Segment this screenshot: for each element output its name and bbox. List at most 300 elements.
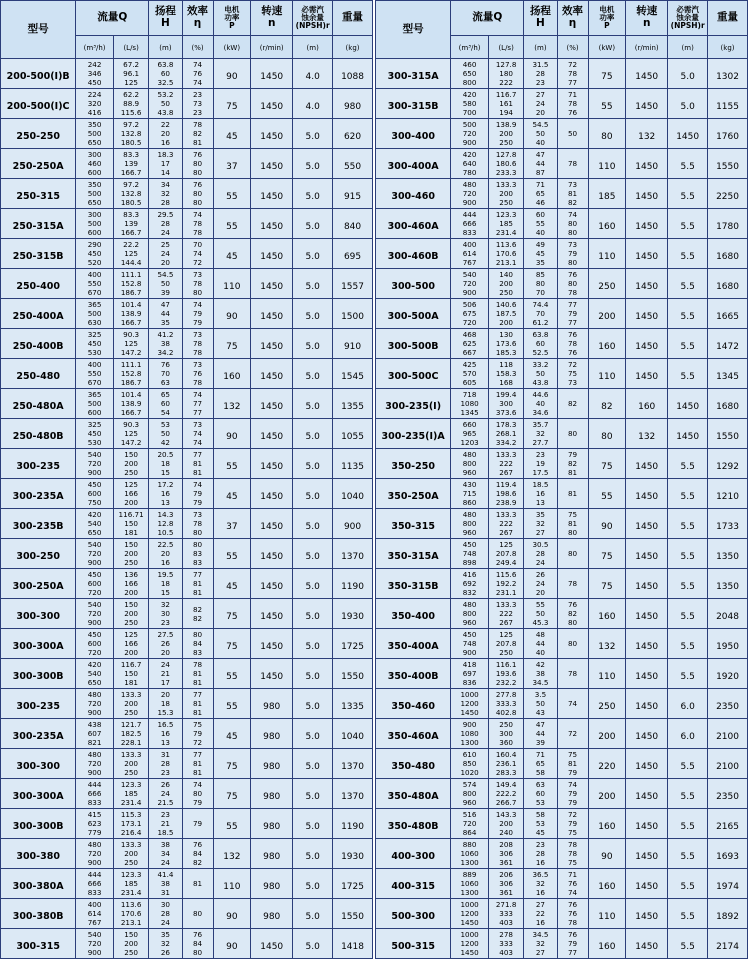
cell-weight: 1680 xyxy=(708,389,748,419)
cell-flow-ls: 115.6 192.2 231.1 xyxy=(488,569,523,599)
cell-power: 90 xyxy=(213,419,251,449)
cell-head: 22.5 20 16 xyxy=(149,539,182,569)
col-model-right: 型号 xyxy=(376,1,451,59)
cell-speed: 1450 xyxy=(626,299,668,329)
unit-flow-ls-left: (L/s) xyxy=(113,36,148,59)
cell-npsh: 5.5 xyxy=(668,299,708,329)
cell-npsh: 5.5 xyxy=(668,329,708,359)
cell-speed: 1450 xyxy=(626,749,668,779)
cell-flow-ls: 277.8 333.3 402.8 xyxy=(488,689,523,719)
cell-flow-ls: 143.3 200 240 xyxy=(488,809,523,839)
cell-model: 300-460 xyxy=(376,179,451,209)
cell-speed: 1450 xyxy=(626,59,668,89)
cell-flow-ls: 113.6 170.6 213.1 xyxy=(488,239,523,269)
cell-npsh: 5.0 xyxy=(668,59,708,89)
cell-efficiency: 76 84 80 xyxy=(182,929,213,959)
cell-flow-ls: 22.2 125 144.4 xyxy=(113,239,148,269)
cell-npsh: 5.5 xyxy=(668,599,708,629)
cell-flow-ls: 199.4 300 373.6 xyxy=(488,389,523,419)
cell-speed: 980 xyxy=(251,809,293,839)
cell-flow-ls: 83.3 139 166.7 xyxy=(113,209,148,239)
cell-flow-ls: 90.3 125 147.2 xyxy=(113,419,148,449)
cell-head: 65 60 54 xyxy=(149,389,182,419)
cell-weight: 1760 xyxy=(708,119,748,149)
cell-efficiency: 76 80 80 xyxy=(182,179,213,209)
cell-speed: 1450 xyxy=(626,329,668,359)
cell-model: 250-315A xyxy=(1,209,76,239)
unit-flow-m3h-right: (m³/h) xyxy=(451,36,489,59)
table-row xyxy=(376,779,748,809)
cell-power: 250 xyxy=(588,689,626,719)
cell-head: 76 70 63 xyxy=(149,359,182,389)
table-row xyxy=(376,479,748,509)
table-row xyxy=(376,239,748,269)
cell-efficiency: 80 xyxy=(182,899,213,929)
cell-head: 26 24 20 xyxy=(524,569,557,599)
cell-speed: 1450 xyxy=(251,299,293,329)
cell-model: 300-460A xyxy=(376,209,451,239)
cell-power: 75 xyxy=(213,629,251,659)
table-row xyxy=(1,869,373,899)
cell-flow-ls: 140 200 250 xyxy=(488,269,523,299)
cell-flow-m3h: 460 650 800 xyxy=(451,59,489,89)
table-row xyxy=(376,89,748,119)
cell-flow-m3h: 365 500 600 xyxy=(76,389,114,419)
cell-weight: 550 xyxy=(333,149,373,179)
cell-flow-m3h: 444 666 833 xyxy=(76,779,114,809)
table-row xyxy=(376,419,748,449)
cell-speed: 1450 xyxy=(626,899,668,929)
cell-efficiency: 73 76 78 xyxy=(182,359,213,389)
table-row xyxy=(376,929,748,959)
col-weight-right: 重量 xyxy=(708,1,748,36)
cell-flow-ls: 278 333 403 xyxy=(488,929,523,959)
cell-speed: 1450 xyxy=(251,599,293,629)
cell-efficiency: 77 81 81 xyxy=(182,749,213,779)
cell-head: 20 18 15.3 xyxy=(149,689,182,719)
cell-speed: 980 xyxy=(251,689,293,719)
cell-efficiency: 81 xyxy=(557,479,588,509)
cell-speed: 980 xyxy=(251,869,293,899)
cell-flow-m3h: 400 614 767 xyxy=(76,899,114,929)
cell-head: 30 28 24 xyxy=(149,899,182,929)
cell-npsh: 5.0 xyxy=(293,149,333,179)
cell-flow-m3h: 540 720 900 xyxy=(76,449,114,479)
col-npsh-left: 必需汽 蚀余量 (NPSH)r xyxy=(293,1,333,36)
cell-npsh: 5.0 xyxy=(293,869,333,899)
cell-flow-m3h: 350 500 650 xyxy=(76,119,114,149)
cell-npsh: 5.0 xyxy=(293,239,333,269)
cell-efficiency: 73 74 74 xyxy=(182,419,213,449)
cell-flow-ls: 150 200 250 xyxy=(113,929,148,959)
cell-flow-ls: 130 173.6 185.3 xyxy=(488,329,523,359)
cell-flow-ls: 67.2 96.1 125 xyxy=(113,59,148,89)
table-row xyxy=(1,329,373,359)
cell-npsh: 5.0 xyxy=(293,839,333,869)
cell-power: 55 xyxy=(213,179,251,209)
cell-flow-m3h: 425 570 605 xyxy=(451,359,489,389)
cell-head: 63 60 53 xyxy=(524,779,557,809)
table-row xyxy=(376,209,748,239)
cell-power: 110 xyxy=(588,149,626,179)
cell-npsh: 5.0 xyxy=(293,569,333,599)
cell-power: 220 xyxy=(588,749,626,779)
cell-speed: 1450 xyxy=(626,839,668,869)
col-npsh-right: 必需汽 蚀余量 (NPSH)r xyxy=(668,1,708,36)
cell-head: 16.5 16 13 xyxy=(149,719,182,749)
cell-efficiency: 78 82 81 xyxy=(182,119,213,149)
cell-efficiency: 80 xyxy=(557,539,588,569)
cell-npsh: 5.5 xyxy=(668,749,708,779)
cell-speed: 1450 xyxy=(251,539,293,569)
cell-speed: 1450 xyxy=(251,239,293,269)
table-row xyxy=(376,809,748,839)
cell-power: 90 xyxy=(213,299,251,329)
cell-model: 300-235B xyxy=(1,509,76,539)
cell-npsh: 5.0 xyxy=(293,179,333,209)
cell-weight: 980 xyxy=(333,89,373,119)
cell-weight: 2100 xyxy=(708,749,748,779)
cell-weight: 1302 xyxy=(708,59,748,89)
cell-efficiency: 80 83 83 xyxy=(182,539,213,569)
cell-npsh: 5.0 xyxy=(293,449,333,479)
cell-power: 45 xyxy=(213,119,251,149)
table-row xyxy=(376,269,748,299)
cell-model: 300-300A xyxy=(1,779,76,809)
cell-model: 250-400 xyxy=(1,269,76,299)
cell-efficiency: 75 81 80 xyxy=(557,509,588,539)
cell-efficiency: 71 76 74 xyxy=(557,869,588,899)
cell-speed: 1450 xyxy=(251,449,293,479)
cell-efficiency: 73 78 78 xyxy=(182,329,213,359)
cell-flow-ls: 150 200 250 xyxy=(113,539,148,569)
cell-flow-m3h: 1000 1200 1450 xyxy=(451,689,489,719)
cell-npsh: 5.5 xyxy=(668,779,708,809)
cell-npsh: 5.5 xyxy=(668,929,708,959)
cell-npsh: 6.0 xyxy=(668,719,708,749)
cell-model: 200-500(I)C xyxy=(1,89,76,119)
cell-weight: 1693 xyxy=(708,839,748,869)
table-row xyxy=(376,509,748,539)
cell-head: 71 65 46 xyxy=(524,179,557,209)
cell-speed: 1450 xyxy=(251,269,293,299)
cell-flow-m3h: 420 540 650 xyxy=(76,659,114,689)
table-row xyxy=(1,239,373,269)
cell-weight: 1292 xyxy=(708,449,748,479)
cell-efficiency: 74 80 80 xyxy=(557,209,588,239)
cell-head: 31 28 23 xyxy=(149,749,182,779)
cell-power: 55 xyxy=(213,449,251,479)
cell-speed: 980 xyxy=(251,719,293,749)
cell-flow-ls: 123.3 185 231.4 xyxy=(488,209,523,239)
unit-speed-left: (r/min) xyxy=(251,36,293,59)
cell-model: 350-400 xyxy=(376,599,451,629)
cell-efficiency: 74 79 79 xyxy=(182,299,213,329)
cell-speed: 1450 xyxy=(626,479,668,509)
cell-weight: 2350 xyxy=(708,689,748,719)
cell-weight: 1920 xyxy=(708,659,748,689)
cell-npsh: 5.5 xyxy=(668,899,708,929)
cell-power: 55 xyxy=(588,89,626,119)
cell-flow-ls: 150 200 250 xyxy=(113,599,148,629)
cell-npsh: 5.0 xyxy=(293,809,333,839)
cell-flow-m3h: 415 623 779 xyxy=(76,809,114,839)
table-row xyxy=(1,209,373,239)
cell-head: 74.4 70 61.2 xyxy=(524,299,557,329)
cell-weight: 1418 xyxy=(333,929,373,959)
cell-efficiency: 73 78 80 xyxy=(182,269,213,299)
cell-head: 35 32 26 xyxy=(149,929,182,959)
cell-speed: 1450 xyxy=(251,659,293,689)
cell-efficiency: 50 xyxy=(557,119,588,149)
cell-model: 300-235A xyxy=(1,719,76,749)
cell-npsh: 1450 xyxy=(668,419,708,449)
cell-power: 75 xyxy=(213,779,251,809)
cell-flow-ls: 178.3 268.1 334.2 xyxy=(488,419,523,449)
cell-efficiency: 77 81 81 xyxy=(182,689,213,719)
cell-head: 33.2 50 43.8 xyxy=(524,359,557,389)
cell-flow-ls: 206 306 361 xyxy=(488,869,523,899)
table-row xyxy=(1,569,373,599)
cell-model: 300-250A xyxy=(1,569,76,599)
cell-power: 200 xyxy=(588,719,626,749)
table-row xyxy=(1,599,373,629)
cell-head: 19.5 18 15 xyxy=(149,569,182,599)
col-eff-left: 效率 η xyxy=(182,1,213,36)
cell-weight: 1500 xyxy=(333,299,373,329)
cell-head: 42 38 34.5 xyxy=(524,659,557,689)
cell-flow-m3h: 350 500 650 xyxy=(76,179,114,209)
cell-weight: 1725 xyxy=(333,869,373,899)
cell-flow-ls: 119.4 198.6 238.9 xyxy=(488,479,523,509)
cell-npsh: 5.0 xyxy=(293,599,333,629)
cell-power: 75 xyxy=(588,539,626,569)
cell-efficiency: 72 79 75 xyxy=(557,809,588,839)
cell-flow-m3h: 365 500 630 xyxy=(76,299,114,329)
cell-flow-m3h: 444 666 833 xyxy=(451,209,489,239)
cell-power: 75 xyxy=(213,749,251,779)
table-row xyxy=(376,689,748,719)
cell-flow-ls: 208 306 361 xyxy=(488,839,523,869)
cell-model: 300-235(I) xyxy=(376,389,451,419)
cell-speed: 1450 xyxy=(626,659,668,689)
cell-flow-m3h: 400 550 670 xyxy=(76,359,114,389)
cell-speed: 1450 xyxy=(626,869,668,899)
cell-power: 160 xyxy=(588,869,626,899)
cell-efficiency: 71 78 76 xyxy=(557,89,588,119)
table-row xyxy=(376,569,748,599)
cell-model: 250-315 xyxy=(1,179,76,209)
cell-weight: 695 xyxy=(333,239,373,269)
cell-flow-ls: 140.6 187.5 200 xyxy=(488,299,523,329)
table-row xyxy=(1,299,373,329)
cell-model: 300-500 xyxy=(376,269,451,299)
cell-flow-m3h: 900 1080 1300 xyxy=(451,719,489,749)
cell-model: 350-250 xyxy=(376,449,451,479)
cell-weight: 1472 xyxy=(708,329,748,359)
cell-head: 53.2 50 43.8 xyxy=(149,89,182,119)
col-speed-right: 转速 n xyxy=(626,1,668,36)
cell-head: 3.5 50 43 xyxy=(524,689,557,719)
cell-npsh: 5.0 xyxy=(293,779,333,809)
cell-weight: 620 xyxy=(333,119,373,149)
cell-model: 300-300 xyxy=(1,749,76,779)
cell-model: 350-480 xyxy=(376,749,451,779)
cell-speed: 1450 xyxy=(251,359,293,389)
cell-efficiency: 80 84 83 xyxy=(182,629,213,659)
cell-flow-ls: 150 200 250 xyxy=(113,449,148,479)
table-row xyxy=(376,119,748,149)
cell-npsh: 5.0 xyxy=(293,509,333,539)
cell-speed: 1450 xyxy=(626,509,668,539)
cell-model: 350-480B xyxy=(376,809,451,839)
cell-flow-m3h: 480 800 960 xyxy=(451,509,489,539)
cell-flow-m3h: 540 720 900 xyxy=(76,599,114,629)
cell-weight: 1550 xyxy=(708,149,748,179)
cell-efficiency: 78 xyxy=(557,149,588,179)
table-row xyxy=(376,629,748,659)
cell-model: 350-315A xyxy=(376,539,451,569)
pump-table-left xyxy=(0,0,373,959)
cell-speed: 1450 xyxy=(251,629,293,659)
cell-flow-ls: 97.2 132.8 180.5 xyxy=(113,179,148,209)
cell-head: 23 28 16 xyxy=(524,839,557,869)
pump-table-right xyxy=(375,0,748,959)
cell-flow-m3h: 880 1060 1300 xyxy=(451,839,489,869)
table-row xyxy=(1,719,373,749)
cell-weight: 1088 xyxy=(333,59,373,89)
cell-speed: 1450 xyxy=(626,809,668,839)
cell-npsh: 5.0 xyxy=(293,689,333,719)
cell-flow-m3h: 325 450 530 xyxy=(76,419,114,449)
cell-model: 500-300 xyxy=(376,899,451,929)
cell-flow-ls: 111.1 152.8 186.7 xyxy=(113,359,148,389)
cell-speed: 1450 xyxy=(251,479,293,509)
cell-speed: 1450 xyxy=(626,569,668,599)
cell-efficiency: 72 78 77 xyxy=(557,59,588,89)
col-weight-left: 重量 xyxy=(333,1,373,36)
cell-head: 44.6 40 34.6 xyxy=(524,389,557,419)
cell-weight: 1557 xyxy=(333,269,373,299)
cell-speed: 1450 xyxy=(626,359,668,389)
cell-power: 90 xyxy=(213,59,251,89)
cell-head: 85 80 70 xyxy=(524,269,557,299)
cell-flow-ls: 116.71 150 181 xyxy=(113,509,148,539)
cell-weight: 1780 xyxy=(708,209,748,239)
cell-npsh: 5.5 xyxy=(668,239,708,269)
cell-flow-m3h: 1000 1200 1450 xyxy=(451,929,489,959)
cell-efficiency: 76 82 80 xyxy=(557,599,588,629)
cell-model: 300-500B xyxy=(376,329,451,359)
cell-flow-m3h: 718 1080 1345 xyxy=(451,389,489,419)
cell-speed: 1450 xyxy=(251,389,293,419)
cell-model: 250-315B xyxy=(1,239,76,269)
cell-model: 300-300B xyxy=(1,659,76,689)
cell-flow-ls: 62.2 88.9 115.6 xyxy=(113,89,148,119)
cell-flow-m3h: 400 550 670 xyxy=(76,269,114,299)
cell-flow-ls: 138.9 200 250 xyxy=(488,119,523,149)
cell-flow-m3h: 480 800 960 xyxy=(451,599,489,629)
cell-power: 90 xyxy=(588,509,626,539)
cell-speed: 1450 xyxy=(626,239,668,269)
cell-flow-ls: 133.3 222 267 xyxy=(488,599,523,629)
cell-npsh: 5.0 xyxy=(293,929,333,959)
table-row xyxy=(1,509,373,539)
table-row xyxy=(1,809,373,839)
cell-flow-ls: 123.3 185 231.4 xyxy=(113,869,148,899)
cell-power: 110 xyxy=(588,239,626,269)
cell-model: 350-315 xyxy=(376,509,451,539)
table-row xyxy=(376,449,748,479)
cell-speed: 160 xyxy=(626,389,668,419)
cell-efficiency: 77 81 81 xyxy=(182,449,213,479)
cell-flow-ls: 127.8 180 222 xyxy=(488,59,523,89)
cell-weight: 1680 xyxy=(708,269,748,299)
cell-head: 24 21 17 xyxy=(149,659,182,689)
table-row xyxy=(1,359,373,389)
cell-efficiency: 78 81 81 xyxy=(182,659,213,689)
cell-model: 250-480A xyxy=(1,389,76,419)
cell-speed: 1450 xyxy=(626,719,668,749)
unit-head-left: (m) xyxy=(149,36,182,59)
cell-flow-m3h: 400 614 767 xyxy=(451,239,489,269)
cell-efficiency: 70 74 72 xyxy=(182,239,213,269)
cell-model: 300-380A xyxy=(1,869,76,899)
cell-efficiency: 74 xyxy=(557,689,588,719)
cell-weight: 1155 xyxy=(708,89,748,119)
cell-efficiency: 74 79 79 xyxy=(182,479,213,509)
cell-weight: 1930 xyxy=(333,599,373,629)
cell-speed: 1450 xyxy=(626,689,668,719)
cell-model: 400-300 xyxy=(376,839,451,869)
cell-power: 45 xyxy=(213,479,251,509)
cell-flow-m3h: 450 748 900 xyxy=(451,629,489,659)
cell-flow-m3h: 300 460 600 xyxy=(76,149,114,179)
cell-power: 55 xyxy=(213,689,251,719)
cell-power: 75 xyxy=(213,89,251,119)
cell-weight: 840 xyxy=(333,209,373,239)
cell-model: 250-250 xyxy=(1,119,76,149)
cell-npsh: 5.5 xyxy=(668,269,708,299)
cell-efficiency: 76 78 76 xyxy=(557,329,588,359)
table-header-row-right-top xyxy=(376,1,748,36)
cell-power: 75 xyxy=(213,599,251,629)
cell-speed: 1450 xyxy=(626,539,668,569)
cell-model: 300-400A xyxy=(376,149,451,179)
cell-model: 300-300 xyxy=(1,599,76,629)
cell-head: 53 50 42 xyxy=(149,419,182,449)
cell-head: 41.4 38 31 xyxy=(149,869,182,899)
cell-head: 23 21 18.5 xyxy=(149,809,182,839)
table-row xyxy=(376,149,748,179)
cell-npsh: 5.5 xyxy=(668,629,708,659)
cell-weight: 2174 xyxy=(708,929,748,959)
cell-npsh: 6.0 xyxy=(668,689,708,719)
cell-head: 14.3 12.8 10.5 xyxy=(149,509,182,539)
cell-model: 300-250 xyxy=(1,539,76,569)
cell-npsh: 5.0 xyxy=(293,209,333,239)
cell-flow-m3h: 516 720 864 xyxy=(451,809,489,839)
cell-power: 37 xyxy=(213,509,251,539)
cell-power: 110 xyxy=(588,359,626,389)
unit-speed-right: (r/min) xyxy=(626,36,668,59)
cell-speed: 132 xyxy=(626,419,668,449)
unit-npsh-right: (m) xyxy=(668,36,708,59)
col-speed-left: 转速 n xyxy=(251,1,293,36)
cell-efficiency: 78 xyxy=(557,569,588,599)
cell-speed: 980 xyxy=(251,839,293,869)
cell-efficiency: 74 77 77 xyxy=(182,389,213,419)
